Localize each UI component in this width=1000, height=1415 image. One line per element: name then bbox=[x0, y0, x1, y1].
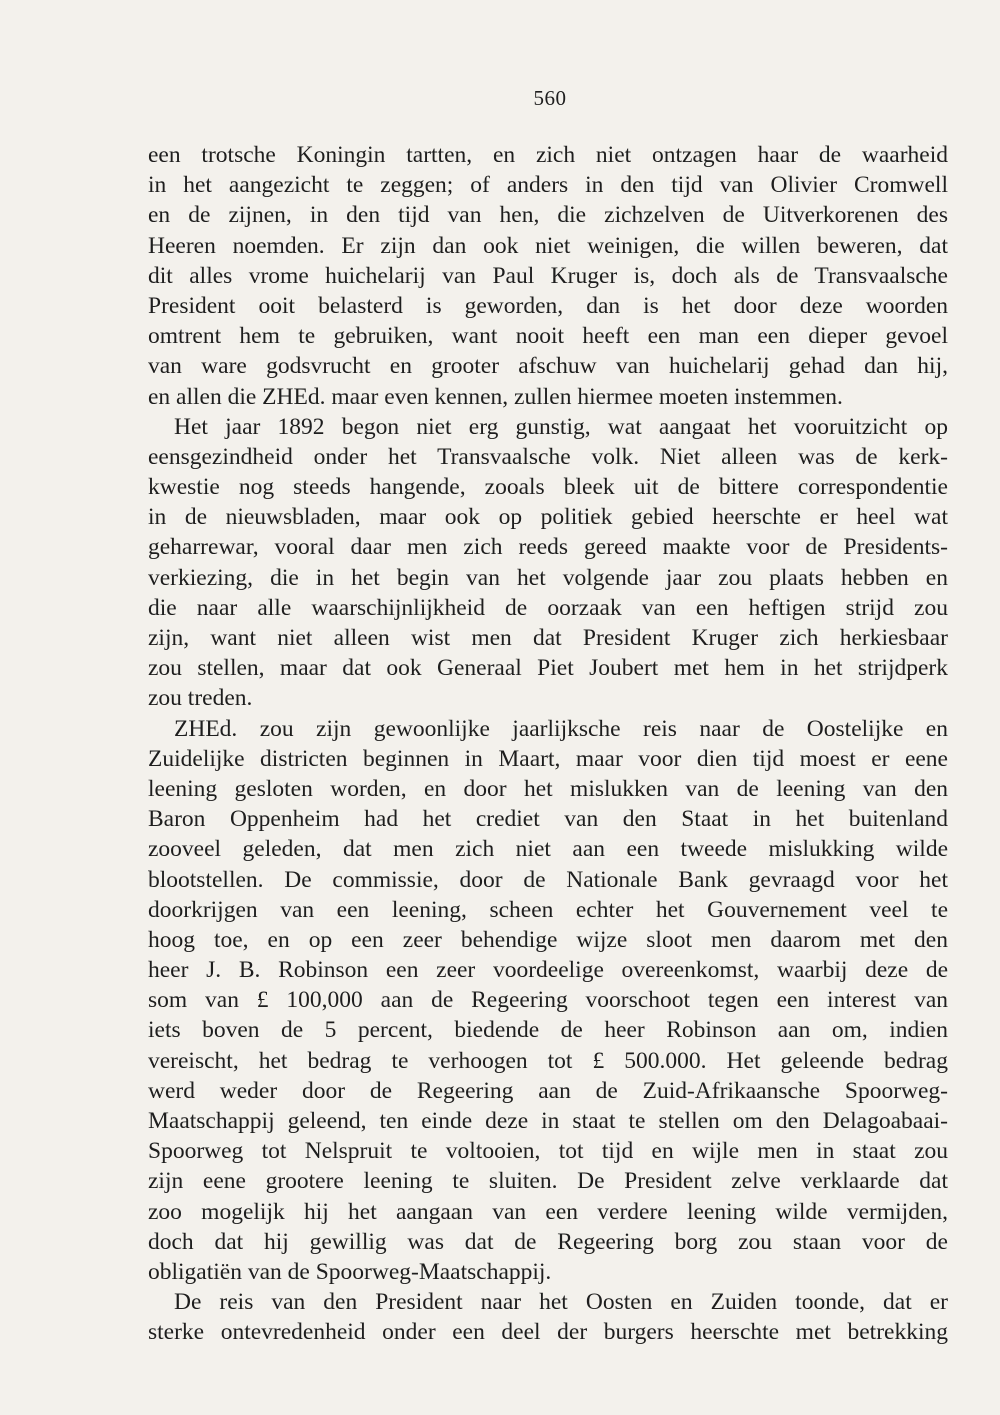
text-line: sterke ontevredenheid onder een deel der burgers heerschte met betrekking bbox=[148, 1319, 948, 1346]
text-line: vereischt, het bedrag te verhoogen tot £ 500.000. Het geleende bedrag bbox=[148, 1047, 948, 1074]
text-line: verkiezing, die in het begin van het volgende jaar zou plaats hebben en bbox=[148, 564, 948, 591]
text-line: Maatschappij geleend, ten einde deze in staat te stellen om den Delagoabaai- bbox=[148, 1108, 948, 1134]
text-line: Het jaar 1892 begon niet erg gunstig, wat aangaat het vooruitzicht op bbox=[174, 413, 948, 440]
text-line: iets boven de 5 percent, biedende de heer Robinson aan om, indien bbox=[148, 1017, 948, 1044]
text-line: geharrewar, vooral daar men zich reeds gereed maakte voor de Presidents- bbox=[148, 534, 948, 561]
text-line: Spoorweg tot Nelspruit te voltooien, tot tijd en wijle men in staat zou bbox=[148, 1138, 948, 1165]
text-line: leening gesloten worden, en door het mislukken van de leening van den bbox=[148, 775, 948, 802]
text-line: doorkrijgen van een leening, scheen echter het Gouvernement veel te bbox=[148, 896, 948, 923]
text-line: ZHEd. zou zijn gewoonlijke jaarlijksche reis naar de Oostelijke en bbox=[174, 715, 948, 742]
text-line: Zuidelijke districten beginnen in Maart, maar voor dien tijd moest er eene bbox=[148, 745, 948, 772]
text-line: blootstellen. De commissie, door de Nationale Bank gevraagd voor het bbox=[148, 866, 948, 893]
text-line: in de nieuwsbladen, maar ook op politiek gebied heerschte er heel wat bbox=[148, 504, 948, 531]
page-number: 560 bbox=[533, 86, 567, 110]
text-line: dit alles vrome huichelarij van Paul Kruger is, doch als de Transvaalsche bbox=[148, 262, 948, 289]
text-line: en de zijnen, in den tijd van hen, die zichzelven de Uitverkorenen des bbox=[148, 202, 948, 229]
text-line: President ooit belasterd is geworden, dan is het door deze woorden bbox=[148, 292, 948, 319]
text-line: som van £ 100,000 aan de Regeering voorschoot tegen een interest van bbox=[148, 987, 948, 1014]
text-line: in het aangezicht te zeggen; of anders in den tijd van Olivier Cromwell bbox=[148, 172, 948, 199]
text-line: zou stellen, maar dat ook Generaal Piet Joubert met hem in het strijdperk bbox=[148, 655, 948, 682]
text-line: een trotsche Koningin tartten, en zich niet ontzagen haar de waarheid bbox=[148, 142, 948, 168]
text-line: heer J. B. Robinson een zeer voordeelige overeenkomst, waarbij deze de bbox=[148, 957, 948, 984]
text-line: omtrent hem te gebruiken, want nooit heeft een man een dieper gevoel bbox=[148, 323, 948, 350]
text-line: doch dat hij gewillig was dat de Regeering borg zou staan voor de bbox=[148, 1228, 948, 1255]
text-line: Baron Oppenheim had het crediet van den Staat in het buitenland bbox=[148, 806, 948, 833]
text-line: zou treden. bbox=[148, 685, 253, 712]
text-line: zijn eene grootere leening te sluiten. De President zelve verklaarde dat bbox=[148, 1168, 948, 1195]
text-line: zoo mogelijk hij het aangaan van een verdere leening wilde vermijden, bbox=[148, 1198, 948, 1225]
body-text bbox=[148, 140, 948, 1348]
text-line: zooveel geleden, dat men zich niet aan een tweede mislukking wilde bbox=[148, 836, 948, 863]
text-line: die naar alle waarschijnlijkheid de oorzaak van een heftigen strijd zou bbox=[148, 594, 948, 621]
text-line: De reis van den President naar het Oosten en Zuiden toonde, dat er bbox=[174, 1289, 948, 1316]
text-line: zijn, want niet alleen wist men dat President Kruger zich herkiesbaar bbox=[148, 625, 948, 651]
text-line: Heeren noemden. Er zijn dan ook niet weinigen, die willen beweren, dat bbox=[148, 232, 948, 259]
text-line: kwestie nog steeds hangende, zooals bleek uit de bittere correspondentie bbox=[148, 474, 948, 501]
text-line: eensgezindheid onder het Transvaalsche volk. Niet alleen was de kerk- bbox=[148, 443, 948, 470]
text-line: hoog toe, en op een zeer behendige wijze sloot men daarom met den bbox=[148, 926, 948, 953]
text-line: obligatiën van de Spoorweg-Maatschappij. bbox=[148, 1258, 552, 1285]
text-line: van ware godsvrucht en grooter afschuw van huichelarij gehad dan hij, bbox=[148, 353, 948, 380]
text-line: en allen die ZHEd. maar even kennen, zullen hiermee moeten instemmen. bbox=[148, 383, 843, 410]
text-line: werd weder door de Regeering aan de Zuid-Afrikaansche Spoorweg- bbox=[148, 1077, 948, 1104]
